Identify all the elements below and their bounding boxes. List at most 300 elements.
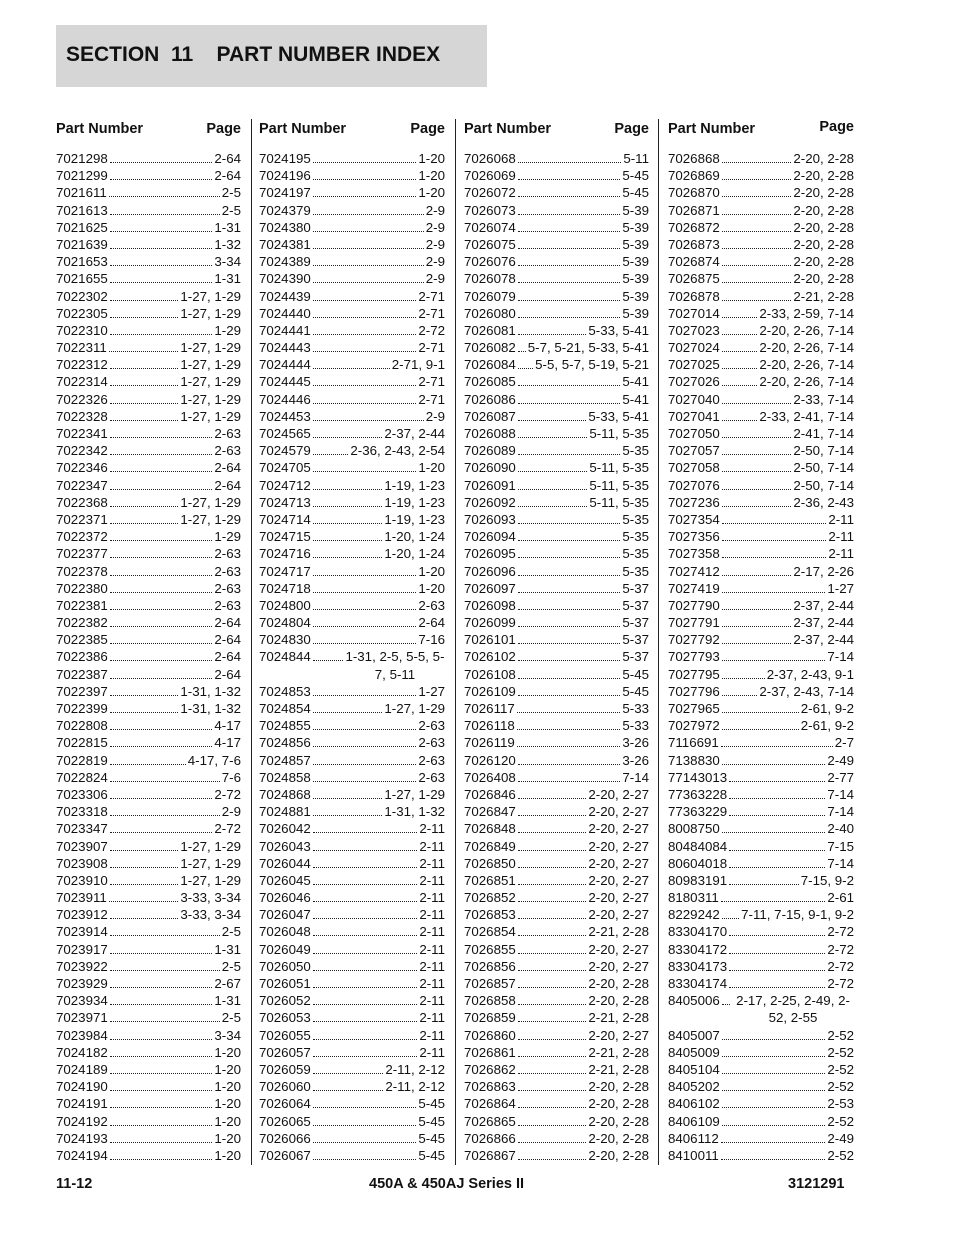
index-row [259,167,445,184]
index-row [259,1044,445,1061]
part-number: 7024440 [259,305,311,321]
page-reference: 2-37, 2-43, 7-14 [759,683,854,699]
index-row [668,580,854,597]
page-reference: 2-72 [214,821,241,837]
page-reference: 2-40 [827,821,854,837]
part-number: 7027972 [668,718,720,734]
part-number: 7022385 [56,632,108,648]
dot-leader [110,1130,213,1147]
part-number: 7026059 [259,1061,311,1077]
part-number: 7026852 [464,890,516,906]
index-row [56,236,241,253]
page-reference: 1-27, 1-29 [180,374,241,390]
index-row [464,270,649,287]
index-row [259,889,445,906]
index-row [668,683,854,700]
dot-leader [722,511,827,528]
index-row [464,580,649,597]
page-reference: 2-20, 2-28 [793,168,854,184]
part-number: 7026874 [668,254,720,270]
dot-leader [313,1044,418,1061]
part-number: 7026859 [464,1010,516,1026]
index-row [259,1095,445,1112]
dot-leader [110,803,220,820]
page-reference: 2-33, 2-59, 7-14 [759,305,854,321]
dot-leader [722,425,792,442]
part-number: 7022824 [56,769,108,785]
page-reference: 5-7, 5-21, 5-33, 5-41 [527,340,649,356]
part-number: 7023911 [56,890,107,906]
page-reference: 2-52 [827,1027,854,1043]
part-number: 7024858 [259,769,311,785]
index-row [259,511,445,528]
part-number: 8405009 [668,1044,720,1060]
index-row [668,648,854,665]
page-reference: 1-27, 1-29 [180,305,241,321]
dot-leader [110,202,220,219]
part-number: 7026862 [464,1061,516,1077]
dot-leader [518,236,621,253]
column-divider [251,119,252,1165]
part-number: 7024855 [259,718,311,734]
part-number: 8405006 [668,993,720,1009]
dot-leader [313,442,349,459]
index-row [464,700,649,717]
dot-leader [110,614,213,631]
index-row [56,288,241,305]
index-row [56,511,241,528]
index-row [56,356,241,373]
page-reference: 2-64 [418,615,445,631]
part-number: 7026090 [464,460,516,476]
page-reference: 2-20, 2-27 [588,855,649,871]
dot-leader [109,184,220,201]
dot-leader [110,494,179,511]
page-reference: 1-20 [214,1044,241,1060]
page-reference: 2-72 [827,924,854,940]
dot-leader [313,700,383,717]
page-reference: 7-14 [622,769,649,785]
part-number: 7024379 [259,202,311,218]
page-reference: 1-31 [214,219,241,235]
index-row [56,305,241,322]
page-reference: 7-14 [827,786,854,802]
part-number: 7024857 [259,752,311,768]
dot-leader [313,958,418,975]
dot-leader [722,992,730,1009]
index-row [259,459,445,476]
page-reference: 2-53 [827,1096,854,1112]
dot-leader [518,906,587,923]
part-number: 7022399 [56,701,108,716]
page-reference: 2-49 [827,1130,854,1146]
part-number: 7026096 [464,563,516,579]
part-number: 7023971 [56,1010,108,1026]
part-number: 7024445 [259,374,311,390]
index-row [668,614,854,631]
index-row [464,975,649,992]
index-row [668,442,854,459]
part-number: 7022314 [56,374,108,390]
page-reference: 2-36, 2-43, 2-54 [350,443,445,459]
dot-leader [313,356,390,373]
page-reference: 1-20, 1-24 [384,546,445,562]
index-row [259,236,445,253]
dot-leader [110,1061,213,1078]
part-number: 7027419 [668,580,720,596]
page-reference: 1-27, 1-29 [180,511,241,527]
dot-leader [109,889,179,906]
part-number: 7024441 [259,322,311,338]
index-row [464,683,649,700]
page-reference: 2-5 [221,924,241,940]
part-number: 7027965 [668,701,720,716]
page-reference: 5-45 [622,168,649,184]
dot-leader [722,236,792,253]
dot-leader [722,408,758,425]
part-number: 83304170 [668,924,728,940]
index-row [259,288,445,305]
dot-leader [313,820,418,837]
part-number: 7022819 [56,752,108,768]
page-reference: 1-27, 1-29 [180,391,241,407]
page-reference: 2-71 [418,374,445,390]
dot-leader [110,236,213,253]
page-reference: 5-41 [622,391,649,407]
part-number: 7026872 [668,219,720,235]
part-number: 7022382 [56,615,108,631]
index-row [56,202,241,219]
column-divider [455,119,456,1165]
page-reference: 5-11 [623,151,649,166]
index-row [56,666,241,683]
page-reference: 5-37 [622,615,649,631]
part-number-header: Part Number [668,121,756,137]
index-row [56,528,241,545]
part-number: 7024854 [259,701,311,717]
index-row [464,1078,649,1095]
index-row [464,923,649,940]
part-number: 7027057 [668,443,720,459]
index-row [259,838,445,855]
index-row [668,1147,854,1164]
index-row [668,820,854,837]
part-number: 7026408 [464,769,516,785]
page-reference: 2-63 [418,769,445,785]
part-number: 7026084 [464,357,516,373]
part-number: 7026052 [259,993,311,1009]
dot-leader [518,322,587,339]
index-column-4 [668,119,854,1164]
index-row [464,288,649,305]
index-row [464,958,649,975]
index-row [56,339,241,356]
index-row [56,614,241,631]
page-reference: 2-67 [214,976,241,991]
index-row [259,202,445,219]
page-reference: 2-64 [214,168,241,184]
page-reference: 2-11 [419,924,445,940]
index-row [668,889,854,906]
part-number: 7026118 [464,718,515,734]
index-row [56,992,241,1009]
part-number: 7026868 [668,151,720,166]
page-reference: 2-71 [418,391,445,407]
part-number: 8410011 [668,1147,719,1163]
part-number: 7026099 [464,615,516,631]
part-number: 7027354 [668,511,720,527]
page-reference: 2-11 [419,872,445,888]
index-row [668,236,854,253]
index-row [464,666,649,683]
page-reference: 1-29 [214,529,241,545]
page-reference: 1-27, 1-29 [180,288,241,304]
index-row [56,769,241,786]
page-reference: 2-37, 2-44 [384,426,445,441]
index-row [56,391,241,408]
dot-leader [518,889,587,906]
dot-leader [313,563,417,580]
index-row [464,855,649,872]
index-row [668,391,854,408]
part-number: 7026079 [464,288,516,304]
dot-leader [518,459,588,476]
index-row [56,563,241,580]
dot-leader [722,373,758,390]
index-row [259,339,445,356]
dot-leader [313,511,383,528]
part-number: 7027792 [668,632,720,648]
page-reference: 2-20, 2-27 [588,958,649,974]
dot-leader [313,373,417,390]
part-number: 7026065 [259,1113,311,1129]
index-row [668,563,854,580]
dot-leader [313,322,417,339]
index-row [464,1095,649,1112]
page-reference: 2-52 [827,1147,854,1163]
column-divider [658,119,659,1165]
dot-leader [722,288,792,305]
part-number: 7026093 [464,511,516,527]
index-row [668,545,854,562]
page-reference: 2-20, 2-28 [793,151,854,166]
part-number: 7024446 [259,391,311,407]
dot-leader [722,150,792,167]
index-row [464,889,649,906]
index-row [464,752,649,769]
index-row [464,373,649,390]
page-reference: 2-71, 9-1 [391,357,445,373]
part-number: 7026048 [259,924,311,940]
part-number: 7026051 [259,976,311,992]
page-reference: 2-11 [419,976,445,992]
part-number: 7024881 [259,804,311,820]
part-number: 7027796 [668,683,720,699]
index-row [56,683,241,700]
index-row [464,786,649,803]
index-row [464,391,649,408]
page-reference: 2-61, 9-2 [800,718,854,734]
page-reference: 5-41 [622,374,649,390]
index-row [464,184,649,201]
page-reference: 2-17, 2-25, 2-49, 2-52, 2-55 [736,993,850,1026]
index-row [464,494,649,511]
index-row [259,408,445,425]
dot-leader [518,923,587,940]
part-number: 77143013 [668,769,728,785]
footer-doc-number: 3121291 [788,1176,845,1192]
index-row [464,356,649,373]
dot-leader [518,408,587,425]
page-reference: 5-33 [622,701,649,716]
index-row [464,236,649,253]
index-row [259,717,445,734]
part-number: 7022381 [56,597,108,613]
part-number: 7026067 [259,1147,311,1163]
index-row [259,150,445,167]
page-reference: 2-9 [425,254,445,270]
part-number: 7027023 [668,322,720,338]
dot-leader [722,752,826,769]
index-row [259,975,445,992]
page-reference: 2-71 [418,288,445,304]
page-reference: 1-29 [214,322,241,338]
part-number: 7022311 [56,340,107,356]
part-number: 7026082 [464,340,516,356]
dot-leader [110,322,213,339]
page-reference: 2-20, 2-28 [793,202,854,218]
part-number: 7026873 [668,236,720,252]
page-reference: 2-11 [419,941,445,957]
index-rows [259,150,445,1164]
index-row [464,906,649,923]
dot-leader [313,838,418,855]
index-row [464,1027,649,1044]
part-number-header: Part Number [464,121,552,137]
part-number: 7022341 [56,426,108,441]
part-number: 7027795 [668,666,720,682]
dot-leader [313,889,418,906]
part-number: 7026046 [259,890,311,906]
page-reference: 2-61, 9-2 [800,701,854,716]
dot-leader [110,459,213,476]
page-reference: 3-33, 3-34 [180,890,241,906]
dot-leader [110,1009,220,1026]
dot-leader [518,631,621,648]
page-reference: 4-17 [214,718,241,734]
part-number: 7022386 [56,649,108,665]
part-number: 7026091 [464,477,516,493]
page-reference: 2-20, 2-28 [588,1113,649,1129]
dot-leader [313,202,424,219]
dot-leader [110,683,179,700]
index-row [668,992,854,1026]
index-row [464,528,649,545]
index-row [668,511,854,528]
part-number: 7026851 [464,872,516,888]
index-row [668,941,854,958]
page-reference: 2-20, 2-28 [588,1130,649,1146]
part-number: 7026858 [464,993,516,1009]
index-row [56,906,241,923]
index-row [464,563,649,580]
dot-leader [518,442,621,459]
dot-leader [729,786,825,803]
part-number: 7021299 [56,168,108,184]
dot-leader [313,425,383,442]
part-number: 7023318 [56,804,108,820]
page-reference: 5-11, 5-35 [589,477,649,493]
index-row [56,958,241,975]
page-reference: 1-20 [418,185,445,201]
page-reference: 2-5 [221,958,241,974]
page-reference: 5-45 [622,666,649,682]
index-row [668,305,854,322]
index-row [259,270,445,287]
index-row [56,150,241,167]
part-number: 7026847 [464,804,516,820]
part-number: 7027058 [668,460,720,476]
page-reference: 2-20, 2-28 [793,219,854,235]
page-reference: 2-64 [214,460,241,476]
index-row [464,734,649,751]
dot-leader [518,786,587,803]
dot-leader [722,391,792,408]
page-reference: 1-27, 1-29 [180,408,241,424]
dot-leader [110,167,213,184]
page-reference: 2-37, 2-44 [793,615,854,631]
part-number: 7027790 [668,597,720,613]
page-reference: 2-37, 2-44 [793,632,854,648]
page-reference: 5-35 [622,563,649,579]
part-number: 7026869 [668,168,720,184]
part-number: 7024579 [259,443,311,459]
part-number: 7027791 [668,615,720,631]
part-number: 7026849 [464,838,516,854]
page-reference: 2-63 [214,426,241,441]
dot-leader [518,1130,587,1147]
index-row [464,631,649,648]
index-row [668,666,854,683]
index-row [56,1044,241,1061]
index-row [259,631,445,648]
dot-leader [722,322,758,339]
index-row [56,717,241,734]
index-row [668,1130,854,1147]
dot-leader [110,786,213,803]
page-reference: 2-11 [419,838,445,854]
dot-leader [722,442,792,459]
part-number: 7026117 [464,701,515,716]
part-number: 7024390 [259,271,311,287]
dot-leader [722,1095,826,1112]
dot-leader [721,1130,826,1147]
dot-leader [518,614,621,631]
page-reference: 5-35 [622,511,649,527]
index-row [56,1027,241,1044]
page-reference: 5-39 [622,288,649,304]
index-row [56,322,241,339]
part-number: 7027025 [668,357,720,373]
part-number: 7027076 [668,477,720,493]
page-reference: 2-5 [221,202,241,218]
page-reference: 2-63 [214,580,241,596]
index-row [668,322,854,339]
dot-leader [722,339,758,356]
part-number: 7026120 [464,752,516,768]
page-reference: 7-16 [418,632,445,648]
page-reference: 4-17 [214,735,241,751]
